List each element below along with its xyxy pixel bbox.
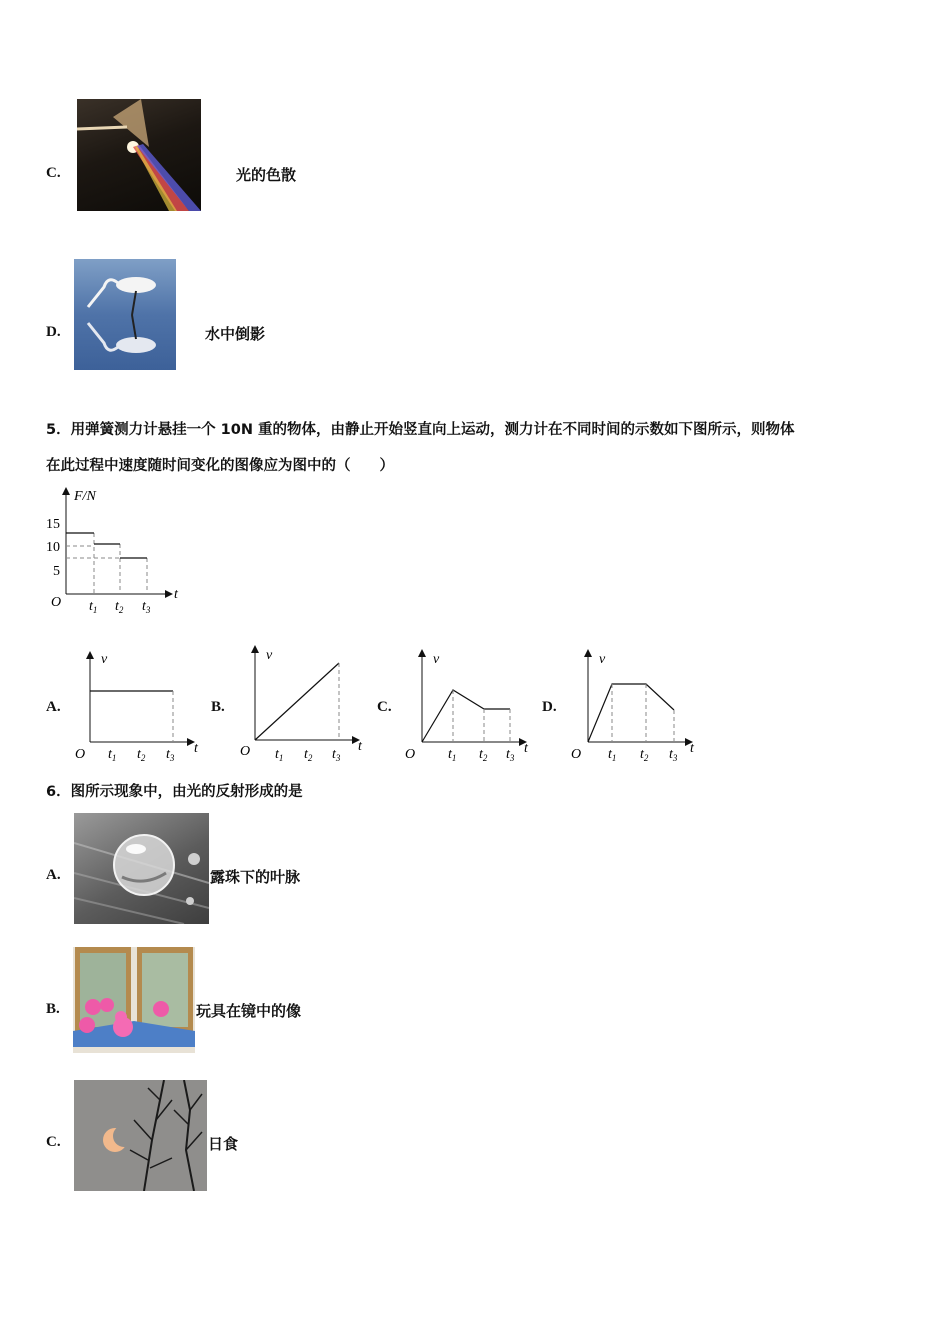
q5-c-origin: O: [405, 747, 416, 762]
q6-option-c-caption: 日食: [208, 1135, 239, 1153]
q5-option-b-letter: B.: [211, 699, 225, 715]
q5-a-t-label: t: [194, 741, 198, 756]
q6-option-a-caption: 露珠下的叶脉: [210, 868, 301, 886]
q5-stem-line2: 在此过程中速度随时间变化的图像应为图中的（ ）: [46, 458, 394, 474]
force-chart-origin: O: [51, 595, 62, 610]
svg-text:t1: $t_1$: [108, 747, 117, 763]
q5-b-origin: O: [240, 744, 251, 759]
force-chart-x-label: t: [174, 587, 178, 602]
q5-d-velocity-line: [588, 684, 674, 742]
q5-d-origin: O: [571, 747, 582, 762]
svg-text:t1: $t_1$: [448, 747, 457, 763]
q5-stem-line1: 5．用弹簧测力计悬挂一个 10N 重的物体，由静止开始竖直向上运动，测力计在不同时间的示数如下图所示，则物体: [46, 422, 795, 438]
force-chart-ytick-15: 15: [46, 517, 60, 532]
q5-option-a-letter: A.: [46, 699, 61, 715]
bird-reflection-photo: [74, 259, 176, 370]
prism-dispersion-photo: [77, 99, 201, 211]
svg-text:t2: $t_2$: [479, 747, 488, 763]
svg-text:t3: $t_3$: [166, 747, 175, 763]
q5-a-v-label: v: [101, 652, 108, 667]
option-d-letter: D.: [46, 324, 61, 340]
q5-option-b-graph: [235, 642, 370, 766]
q5-option-a-graph: [70, 648, 205, 766]
force-chart-xtick-t1: $t_1$: [89, 599, 98, 615]
q6-option-b-caption: 玩具在镜中的像: [196, 1002, 302, 1020]
q5-b-t-label: t: [358, 739, 362, 754]
svg-text:t2: $t_2$: [640, 747, 649, 763]
q5-b-v-label: v: [266, 648, 273, 663]
q5-d-v-label: v: [599, 652, 606, 667]
option-c-caption: 光的色散: [236, 166, 297, 184]
svg-text:t2: $t_2$: [304, 747, 313, 763]
q6-option-a-letter: A.: [46, 867, 61, 883]
q5-c-v-label: v: [433, 652, 440, 667]
q5-a-origin: O: [75, 747, 86, 762]
option-c-letter: C.: [46, 165, 61, 181]
q5-d-t-label: t: [690, 741, 694, 756]
force-time-chart: [40, 482, 200, 617]
q5-b-velocity-line: [255, 663, 339, 740]
q5-option-c-graph: [402, 646, 537, 766]
toy-mirror-photo: [73, 947, 195, 1053]
q5-option-c-letter: C.: [377, 699, 392, 715]
force-chart-xtick-t3: $t_3$: [142, 599, 151, 615]
svg-text:t2: $t_2$: [137, 747, 146, 763]
q5-option-d-letter: D.: [542, 699, 557, 715]
svg-text:t1: $t_1$: [608, 747, 617, 763]
svg-text:t1: $t_1$: [275, 747, 284, 763]
force-chart-ytick-10: 10: [46, 540, 60, 555]
force-chart-y-label: F/N: [74, 489, 96, 504]
q6-option-b-letter: B.: [46, 1001, 60, 1017]
svg-text:t3: $t_3$: [506, 747, 515, 763]
q6-option-c-letter: C.: [46, 1134, 61, 1150]
force-chart-ytick-5: 5: [53, 564, 60, 579]
force-chart-xtick-t2: $t_2$: [115, 599, 124, 615]
svg-text:t3: $t_3$: [669, 747, 678, 763]
q5-c-t-label: t: [524, 741, 528, 756]
dewdrop-leaf-photo: [74, 813, 209, 924]
q5-c-velocity-line: [422, 690, 510, 742]
option-d-caption: 水中倒影: [205, 325, 266, 343]
svg-text:t3: $t_3$: [332, 747, 341, 763]
q6-stem: 6．图所示现象中，由光的反射形成的是: [46, 784, 303, 800]
q5-option-d-graph: [568, 646, 703, 766]
solar-eclipse-photo: [74, 1080, 207, 1191]
